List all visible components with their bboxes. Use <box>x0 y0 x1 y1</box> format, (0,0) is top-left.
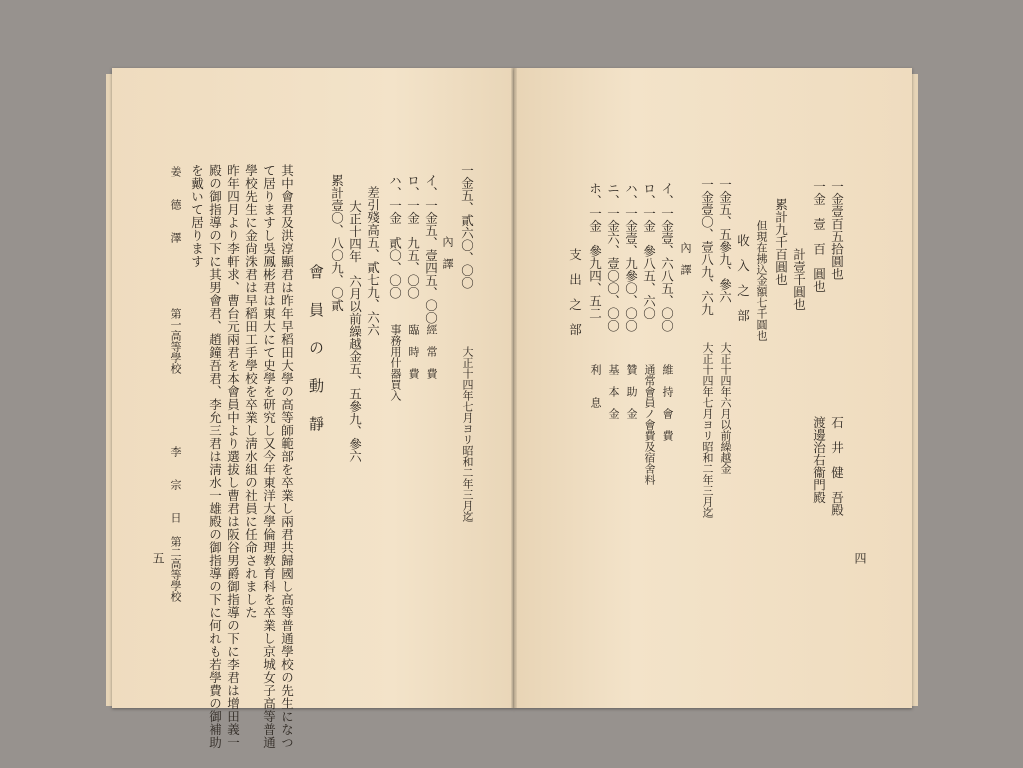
student-school: 第二高等學校 <box>169 536 182 602</box>
income-title: 收 入 之 部 <box>735 234 751 322</box>
page-number: 五 <box>151 552 165 564</box>
body-line: を戴いて居ります <box>189 164 205 268</box>
income-period: 大正十四年七月ヨリ昭和二年三月迄 <box>701 342 714 518</box>
donor-name: 石 井 健 吾殿 <box>829 416 845 516</box>
income-item-label: 利 息 <box>589 364 602 408</box>
body-line: 殿の御指導の下に其男會君、趙鐘吾君、李允三君は淸水一雄殿の御指導の下に何れも若學費の御補助 <box>207 164 223 749</box>
subtotal: 計壹千圓也 <box>791 248 807 311</box>
expense-item-label: 臨 時 費 <box>407 324 420 379</box>
donation-amount: 一金壹百五拾圓也 <box>829 180 845 280</box>
body-line: 昨年四月より李軒求、曹台元兩君を本會員中より選拔し曹君は阪谷男爵御指導の下に李君は增田義一 <box>225 164 241 749</box>
expense-title: 支 出 之 部 <box>567 248 583 336</box>
expense-item-label: 事務用什器買入 <box>389 324 402 401</box>
expense-total: 一金五、貳六〇、〇〇 <box>459 164 475 289</box>
income-item-label: 維 持 會 費 <box>661 364 674 441</box>
page-number: 四 <box>853 552 867 564</box>
expense-period: 大正十四年七月ヨリ昭和二年三月迄 <box>461 346 474 522</box>
income-item-label: 通常會員ノ會費及宿舍料 <box>643 364 656 485</box>
section-title: 會 員 の 動 靜 <box>307 264 325 435</box>
payment-note: 但現在拂込金額七千圓也 <box>755 220 768 341</box>
income-item-amount: ハ、一金壹、九參〇、〇〇 <box>623 182 639 332</box>
expense-item-amount: ロ、一金 九五、〇〇 <box>405 174 421 299</box>
cumulative-line: 累計壹〇、八〇九、〇貳 <box>329 174 345 312</box>
income-carry: 一金五、五參九、參六 <box>717 178 733 303</box>
carry-line: 大正十四年 六月以前繰越金五、五參九、參六 <box>347 200 363 463</box>
student-name: 李 宗 日 <box>169 446 182 523</box>
expense-item-amount: ハ、一金 貳〇、〇〇 <box>387 174 403 299</box>
income-carry-label: 大正十四年六月以前繰越金 <box>719 342 732 474</box>
income-item-amount: イ、一金壹、六八五、〇〇 <box>659 182 675 332</box>
balance-line: 差引殘高五、貳七九、六六 <box>365 186 381 336</box>
body-line: て居りますし吳鳳彬君は東大にて史學を研究し又今年東洋大學倫理教育科を卒業し京城女子高等普通 <box>261 164 277 749</box>
income-item-label: 贊 助 金 <box>625 364 638 419</box>
grand-total: 累計九千百圓也 <box>773 198 789 286</box>
income-item-label: 基 本 金 <box>607 364 620 419</box>
income-total: 一金壹〇、壹八九、六九 <box>699 178 715 316</box>
income-item-amount: ニ、一金六、壹〇〇、〇〇 <box>605 182 621 332</box>
page-edge-right <box>912 74 918 706</box>
income-item-amount: ホ、一金 參九四、五二 <box>587 182 603 320</box>
book-gutter <box>511 68 517 708</box>
income-item-amount: ロ、一金 參八五、六〇 <box>641 182 657 320</box>
expense-item-label: 經 常 費 <box>425 324 438 379</box>
expense-breakdown-label: 內 譯 <box>441 236 454 269</box>
student-name: 姜 德 澤 <box>169 166 182 243</box>
body-line: 其中會君及洪淳顯君は昨年早稻田大學の高等師範部を卒業し兩君共歸國し高等普通學校の先生になつ <box>279 164 295 749</box>
body-line: 學校先生に金尙洙君は早稻田工手學校を卒業し淸水組の社員に任命されました <box>243 164 259 619</box>
expense-item-amount: イ、一金五、壹四五、〇〇 <box>423 174 439 324</box>
left-page <box>112 68 514 749</box>
student-school: 第一高等學校 <box>169 308 182 374</box>
donor-name: 渡邊治右衞門殿 <box>811 416 827 504</box>
right-page <box>514 68 912 708</box>
donation-amount: 一金 壹 百 圓也 <box>811 180 827 293</box>
income-breakdown-label: 內 譯 <box>679 242 692 275</box>
